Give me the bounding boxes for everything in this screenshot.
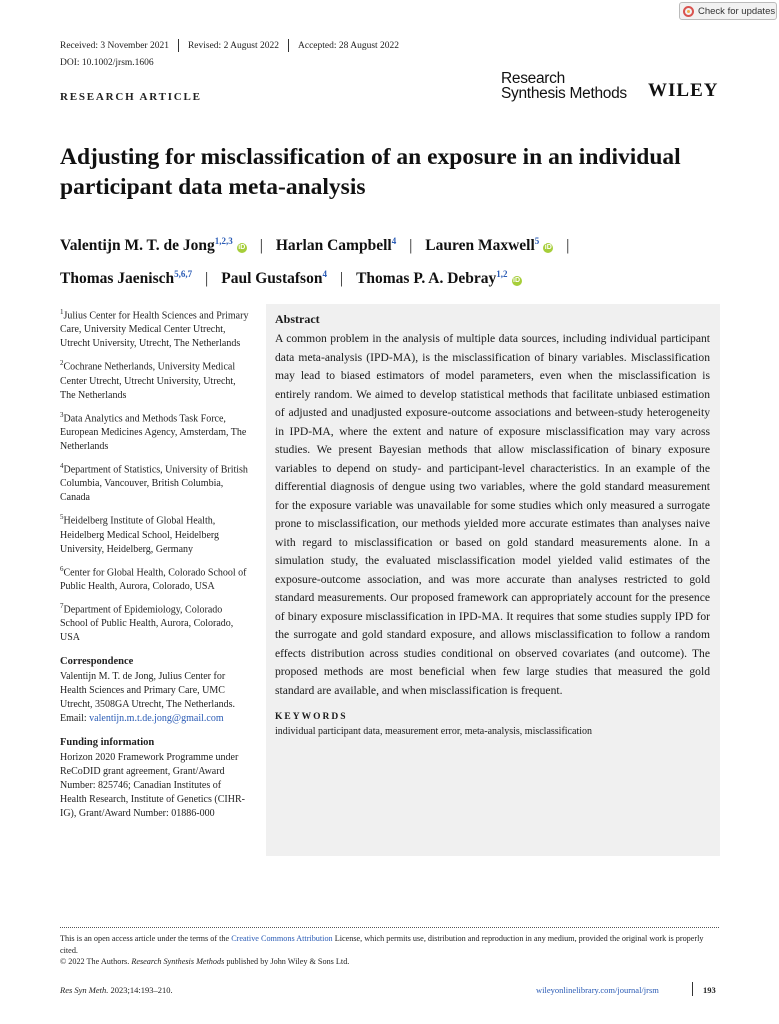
affiliation: $^7$Department of Epidemiology, Colorado School of Public Health, Aurora, Colorado, USA [60,601,234,644]
keywords-text: individual participant data, measurement error, meta-analysis, misclassification [275,726,592,737]
accepted-date: Accepted: 28 August 2022 [298,40,400,51]
journal-name-line1: Research [501,70,565,87]
correspondence-text: Valentijn M. T. de Jong, Julius Center for Health Sciences and Primary Care, UMC Utrecht, 3508GA Utrecht, The Netherlands. [60,671,236,711]
article-type: RESEARCH ARTICLE [60,91,202,103]
abstract-box [266,304,720,856]
doi: DOI: 10.1002/jrsm.1606 [60,58,154,68]
affiliation: $^4$Department of Statistics, University of British Columbia, Vancouver, British Columbia, Canada [60,461,248,504]
affiliation: $^3$Data Analytics and Methods Task Force, European Medicines Agency, Amsterdam, The Netherlands [60,410,247,452]
author[interactable]: Thomas P. A. Debray$^{1,2}$iD [356,269,521,287]
check-updates-label: Check for updates [698,5,776,17]
author[interactable]: Valentijn M. T. de Jong$^{1,2,3}$iD [60,236,246,254]
orcid-icon[interactable]: iD [513,277,521,284]
journal-website-link[interactable]: wileyonlinelibrary.com/journal/jrsm [536,985,659,995]
funding-heading: Funding information [60,737,155,749]
affiliation: $^2$Cochrane Netherlands, University Medical Center Utrecht, Utrecht University, Utrecht, The Netherlands [60,359,236,401]
copyright-notice: © 2022 The Authors. Research Synthesis Methods published by John Wiley & Sons Ltd. [60,957,350,966]
check-for-updates-button[interactable] [679,2,777,20]
correspondence-email-line: Email: valentijn.m.t.de.jong@gmail.com [60,713,224,725]
keywords-heading: KEYWORDS [275,712,348,722]
author[interactable]: Thomas Jaenisch$^{5,6,7}$ [60,269,193,287]
article-title: Adjusting for misclassification of an exposure in an individual participant data meta-analysis [60,144,681,200]
author[interactable]: Paul Gustafson$^4$ [221,269,327,287]
author-list: Valentijn M. T. de Jong$^{1,2,3}$iD | Harlan Campbell$^4$ | Lauren Maxwell$^5$iD | Thomas Jaenisch$^{5,6,7}$ | Paul Gustafson$^4$ | Thomas P. A. Debray$^{1,2}$iD [60,236,570,287]
orcid-icon[interactable]: iD [544,244,552,251]
license-notice: This is an open access article under the terms of the Creative Commons Attribution License, which permits use, distribution and reproduction in any medium, provided the original work is properly cited. [60,934,704,955]
author[interactable]: Lauren Maxwell$^5$iD [425,236,552,254]
citation: Res Syn Meth. 2023;14:193–210. [60,985,173,995]
license-link[interactable]: Creative Commons Attribution [231,934,333,943]
author[interactable]: Harlan Campbell$^4$ [275,236,397,254]
funding-text: Horizon 2020 Framework Programme under ReCoDID grant agreement, Grant/Award Number: 825746; Canadian Institutes of Health Research, Institute of Genetics (CIHR-IG), Grant/Award Number: 01886-000 [60,752,245,820]
page-number: 193 [703,985,716,995]
correspondence-heading: Correspondence [60,656,134,668]
date-divider [288,39,289,52]
update-check-icon [683,6,694,17]
article-dates [60,39,399,52]
publisher-logo: WILEY [648,80,719,101]
affiliations-column [60,305,250,821]
affiliation: $^1$Julius Center for Health Sciences and Primary Care, University Medical Center Utrecht, Utrecht University, Utrecht, The Netherlands [60,308,249,350]
journal-name-line2: Synthesis Methods [501,85,627,102]
abstract-heading: Abstract [275,312,320,326]
orcid-icon[interactable]: iD [238,244,246,251]
footer-divider [60,927,719,928]
page-number-divider [692,982,693,996]
date-divider [178,39,179,52]
revised-date: Revised: 2 August 2022 [187,40,279,51]
affiliation: $^5$Heidelberg Institute of Global Health, Heidelberg Medical School, Heidelberg University, Heidelberg, Germany [60,513,220,555]
abstract-text: A common problem in the analysis of multiple data sources, including individual participant data meta-analysis (IPD-MA), is the misclassification of binary variables. Misclassification may lead to biased estimators of model parameters, even when the misclassification is entirely random. We aimed to develop statistical methods that facilitate unbiased estimation of adjusted and unadjusted exposure-outcome associations and between-study heterogeneity in IPD-MA, where the extent and nature of exposure misclassification may vary across studies. We present Bayesian methods that allow misclassification of binary exposure variables to depend on study- and participant-level characteristics. In an example of the differential diagnosis of dengue using two variables, where the gold standard measurement for the exposure variable was unavailable for some studies which only measured a surrogate prone to misclassification, our methods yielded more accurate estimates than analyses naive with regard to misclassification or based on gold standard measurements alone. In a simulation study, the evaluated misclassification model yielded valid estimates of the exposure-outcome association, and was more accurate than analyses restricted to gold standard measurements. Our proposed framework can appropriately account for the presence of binary exposure misclassification in IPD-MA. It requires that some studies supply IPD for the surrogate and gold standard exposure, and allows misclassification to follow a random effects distribution across studies conditional on observed covariates (and outcome). The proposed methods are most beneficial when few large studies that measured the gold standard are available, and when misclassification is frequent. [275,332,710,697]
journal-logo [501,71,627,101]
affiliation: $^6$Center for Global Health, Colorado School of Public Health, Aurora, Colorado, USA [60,564,247,592]
received-date: Received: 3 November 2021 [60,40,169,51]
email-link[interactable]: valentijn.m.t.de.jong@gmail.com [89,713,224,725]
